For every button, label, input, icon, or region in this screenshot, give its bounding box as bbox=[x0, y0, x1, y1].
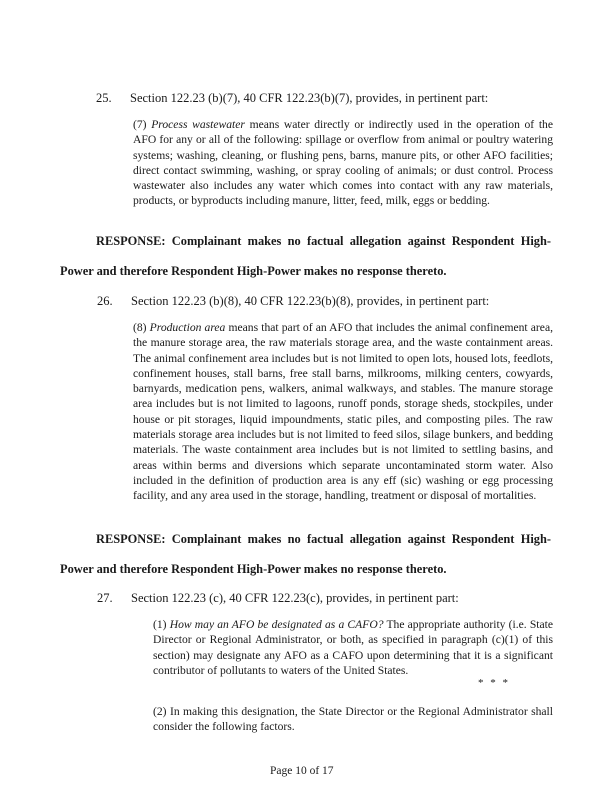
quote-body: The appropriate authority (i.e. State Director or Regional Administrator, or both, as specified in paragraph (c)(1) of this section) may designate any AFO as a CAFO upon determining that it is a significant contributor of pollutants to waters of the United States. bbox=[153, 618, 553, 677]
quote-body: means water directly or indirectly used in the operation of the AFO for any or all of the following: spillage or overflow from animal or poultry watering systems; washing, cleaning, or flushing pens, barns, manure pits, or other AFO facilities; direct contact swimming, washing, or spray cooling of animals; or dust control. Process wastewater also includes any water which comes into contact with any raw materials, products, or byproducts including manure, litter, feed, milk, eggs or bedding. bbox=[133, 118, 553, 208]
paragraph-27-heading bbox=[97, 591, 459, 606]
paragraph-heading-text: Section 122.23 (b)(8), 40 CFR 122.23(b)(8), provides, in pertinent part: bbox=[131, 294, 490, 308]
defined-term: How may an AFO be designated as a CAFO? bbox=[169, 618, 384, 631]
response-25-line1: RESPONSE: Complainant makes no factual allegation against Respondent High- bbox=[96, 234, 551, 248]
quote-body: In making this designation, the State Director or the Regional Administrator shall consider the following factors. bbox=[153, 705, 553, 734]
paragraph-number: 26. bbox=[97, 294, 113, 308]
defined-term: Process wastewater bbox=[151, 118, 245, 131]
quote-block-26 bbox=[133, 320, 553, 504]
response-25-line2: Power and therefore Respondent High-Power makes no response thereto. bbox=[60, 264, 447, 278]
quote-marker: (8) bbox=[133, 321, 147, 334]
paragraph-number: 27. bbox=[97, 591, 113, 605]
paragraph-number: 25. bbox=[96, 91, 112, 105]
quote-block-27-2 bbox=[153, 704, 553, 735]
quote-body: means that part of an AFO that includes the animal confinement area, the manure storage area, the raw materials storage area, and the waste containment areas. The animal confinement area includes but is not limited to open lots, housed lots, feedlots, confinement houses, stall barns, free stall barns, milkrooms, milking centers, cowyards, barnyards, medication pens, walkers, animal walkways, and stables. The manure storage area includes but is not limited to lagoons, runoff ponds, storage sheds, stockpiles, under house or pit storages, liquid impoundments, static piles, and composting piles. The raw materials storage area includes but is not limited to feed silos, silage bunkers, and bedding materials. The waste containment area includes but is not limited to settling basins, and areas within berms and diversions which separate uncontaminated storm water. Also included in the definition of production area is any eff (sic) washing or egg processing facility, and any area used in the storage, handling, treatment or disposal of mortalities. bbox=[133, 321, 553, 503]
quote-block-27-1 bbox=[153, 617, 553, 678]
quote-marker: (1) bbox=[153, 618, 167, 631]
defined-term: Production area bbox=[149, 321, 226, 334]
quote-marker: (2) bbox=[153, 705, 167, 718]
response-26-line2: Power and therefore Respondent High-Power makes no response thereto. bbox=[60, 562, 447, 576]
paragraph-26-heading bbox=[97, 294, 489, 309]
paragraph-25-heading bbox=[96, 91, 488, 106]
response-26-line1: RESPONSE: Complainant makes no factual allegation against Respondent High- bbox=[96, 532, 551, 546]
quote-block-25 bbox=[133, 117, 553, 209]
page-footer: Page 10 of 17 bbox=[270, 765, 334, 777]
paragraph-heading-text: Section 122.23 (c), 40 CFR 122.23(c), provides, in pertinent part: bbox=[131, 591, 459, 605]
quote-marker: (7) bbox=[133, 118, 147, 131]
omission-stars: * * * bbox=[478, 677, 510, 689]
paragraph-heading-text: Section 122.23 (b)(7), 40 CFR 122.23(b)(7), provides, in pertinent part: bbox=[130, 91, 489, 105]
